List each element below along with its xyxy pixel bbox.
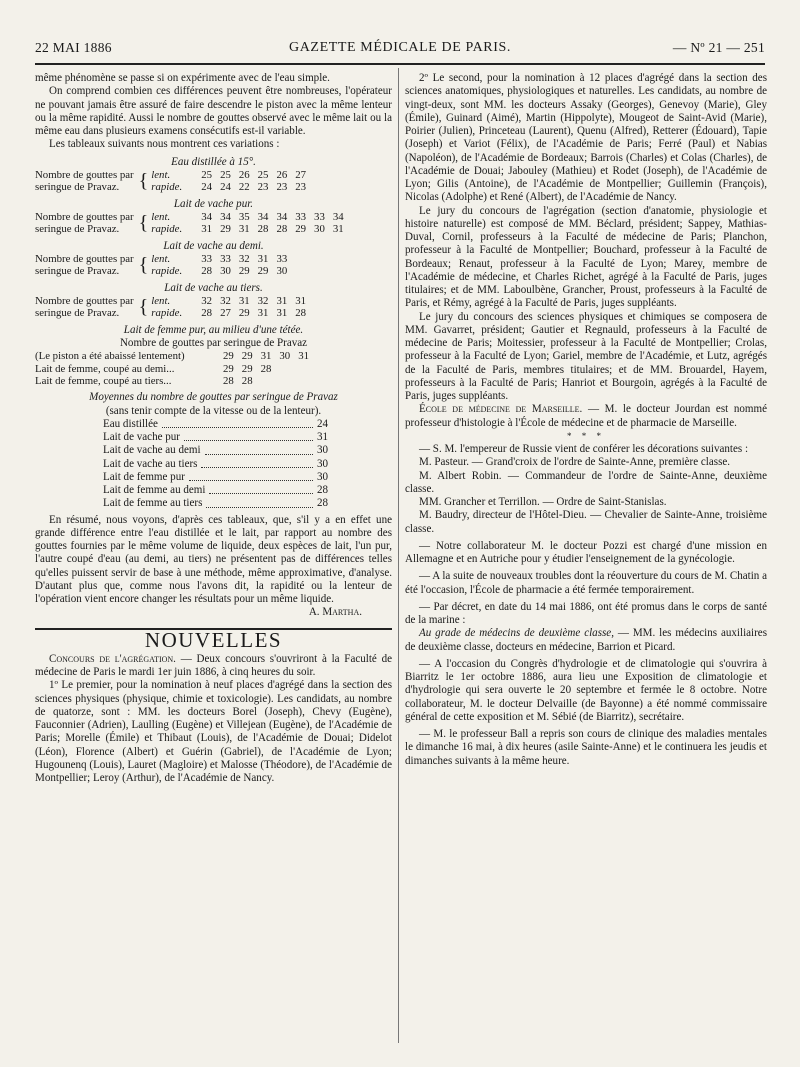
drop-count: 25 [220, 168, 231, 181]
paragraph: — A la suite de nouveaux troubles dont la réouverture du cours de M. Chatin a été l'occasion, l'École de pharmacie a été fermée temporairement. [405, 570, 767, 596]
rate-label: rapide. [151, 181, 183, 194]
page-header [35, 40, 765, 62]
paragraph: 2º Le second, pour la nomination à 12 places d'agrégé dans la section des sciences anatomiques, physiologiques et naturelles. Les candidats, au nombre de vingt-deux, sont MM. les docteurs Assaky (Georges), Genevoy (Marie), Gley (Émile), Guinard (Aimé), Martin (Hippolyte), Mougeot de Saint-Avid (Marie), Poirier (Julien), Princeteau (Laurent), Quenu (Alfred), Retterer (Édouard), Tapie (Joseph) et Variot (Félix), de l'Académie de Paris; Ferré (Paul) et Nabias (Napoléon), de l'Académie de Bordeaux; Barrois (Charles) et Colas (Charles), de l'Académie de Douai; Jabouley (Mathieu) et Rodet (Joseph), de l'Académie de Lyon; Gilis (Antoine), de l'Académie de Montpellier; Guillemin (François), Nicolas (Adolphe) et René (Albert), de l'Académie de Nancy. [405, 72, 767, 204]
news-heading: École de médecine de Marseille. [419, 403, 583, 416]
rate-label: rapide. [151, 307, 183, 320]
drop-count: 23 [257, 181, 269, 194]
rate-label: lent. [151, 210, 171, 223]
brace: { [138, 296, 149, 319]
drop-count: 25 [201, 168, 213, 181]
drop-count: 29 [223, 362, 234, 375]
drop-count: 29 [241, 350, 253, 363]
page-number: — Nº 21 — 251 [672, 40, 765, 55]
drop-count: 23 [295, 181, 307, 194]
average-label: Eau distillée [103, 417, 158, 430]
paragraph: On comprend combien ces différences peuvent être nombreuses, l'opérateur ne pouvant jamais être assuré de faire descendre le piston avec la même lenteur ou la même rapidité. Aussi le nombre de gouttes observé avec le même lait ou la même eau dans plusieurs examens consécutifs est-il variable. [35, 85, 392, 137]
drop-count: 30 [220, 265, 231, 278]
average-label: Lait de femme au demi [103, 484, 206, 497]
table-title: Lait de vache au demi. [163, 239, 264, 252]
paragraph: Le jury du concours des sciences physiques et chimiques se composera de MM. Gavarret, président; Gautier et Regnauld, professeurs à la Faculté de médecine de Paris; Moitessier, professeur à la Faculté de Montpellier; Crolas, professeur à la Faculté de Lyon; Gariel, membre de l'Académie, et Lutz, agrégés de la Faculté de Paris, membres titulaires; et de MM. Brouardel, Hayem, professeurs à la Faculté de Paris; Hanriot et Bourgoin, agrégés à la Faculté de Paris, juges suppléants. [405, 310, 767, 402]
drops-table [35, 350, 309, 387]
drop-count: 35 [238, 210, 250, 223]
drop-count: 28 [257, 223, 269, 236]
averages-title: Moyennes du nombre de gouttes par seringue de Pravaz [89, 391, 338, 404]
drop-count: 27 [295, 168, 307, 181]
news-item: 1º Le premier, pour la nomination à neuf places d'agrégé dans la section des sciences physiques (physique, chimie et toxicologie). Les candidats, au nombre de quatorze, sont : MM. les docteurs Borel (Joseph), Chevy (Eugène), Fauconnier (Adrien), Laulling (Eugène) et Villejean (Eugène), de l'Académie de Paris; Morelle (Émile) et Thibaut (Louis), de l'Académie de Douai; Didelot (Léon), Florence (Albert) et Guérin (Gabriel), de l'Académie de Lyon; Hugounenq (Louis), Lauret (Magloire) et Malosse (Théodore), de l'Académie de Montpellier; Leroy (Arthur), de l'Académie de Nancy. [35, 679, 392, 785]
news-heading: Concours de l'agrégation. [49, 652, 176, 665]
paragraph: MM. Grancher et Terrillon. — Ordre de Saint-Stanislas. [419, 496, 667, 508]
average-row [103, 418, 328, 431]
row-label: Nombre de gouttes par [35, 210, 134, 223]
average-row [103, 444, 328, 457]
drops-table [35, 169, 306, 194]
average-label: Lait de femme pur [103, 470, 185, 483]
paragraph: — S. M. l'empereur de Russie vient de conférer les décorations suivantes : [419, 443, 749, 455]
average-row [103, 458, 328, 471]
paragraph: même phénomène se passe si on expérimente avec de l'eau simple. [35, 72, 330, 84]
drops-table [35, 253, 287, 278]
drop-count: 34 [276, 210, 288, 223]
column-divider [398, 68, 399, 1043]
news-item: École de médecine de Marseille. — M. le docteur Jourdan est nommé professeur d'histologie à l'École de médecine et de pharmacie de Marseille. [405, 403, 767, 429]
drop-count: 24 [201, 181, 213, 194]
right-column [405, 72, 767, 768]
paragraph: — A l'occasion du Congrès d'hydrologie et de climatologie qui s'ouvrira à Biarritz le 1er octobre 1886, aura lieu une Exposition de climatologie et d'hydrologie qui sera ouverte le 20 septembre et fermée le 8 octobre. Notre collaborateur, M. le docteur Delvaille (de Bayonne) a été nommé commissaire général de cette exposition et M. Sébié (de Biarritz), secrétaire. [405, 657, 767, 723]
drop-count: 28 [276, 223, 288, 236]
paragraph: — M. le professeur Ball a repris son cours de clinique des maladies mentales le dimanche 16 mai, à dix heures (asile Sainte-Anne) et le continuera les jeudis et dimanches suivants à la même heure. [405, 728, 767, 767]
average-row [103, 431, 328, 444]
average-value: 30 [316, 444, 328, 457]
row-label: (Le piston a été abaissé lentement) [35, 350, 185, 363]
drop-count: 22 [238, 181, 250, 194]
brace: { [138, 169, 149, 192]
paragraph: M. Baudry, directeur de l'Hôtel-Dieu. — Chevalier de Sainte-Anne, troisième classe. [405, 509, 767, 535]
drop-count: 29 [238, 307, 250, 320]
row-label: Nombre de gouttes par [35, 168, 134, 181]
row-label: Lait de femme, coupé au demi... [35, 362, 175, 375]
row-label: Nombre de gouttes par [35, 252, 134, 265]
drop-count: 32 [238, 252, 250, 265]
signature: A. Martha. [308, 606, 362, 619]
drop-count: 31 [276, 307, 288, 320]
average-value: 30 [316, 457, 328, 470]
news-item: Concours de l'agrégation. — Deux concours s'ouvriront à la Faculté de médecine de Paris le mardi 1er juin 1886, à cinq heures du soir. [35, 652, 392, 679]
drops-table [35, 295, 306, 320]
drop-count: 33 [295, 210, 307, 223]
paragraph: Au grade de médecins de deuxième classe, — MM. les médecins auxiliaires de deuxième classe, docteurs en médecine, Barrion et Picard. [405, 627, 767, 653]
drop-count: 28 [295, 307, 307, 320]
section-title: NOUVELLES [144, 627, 283, 652]
drop-count: 31 [298, 350, 309, 363]
drop-count: 27 [220, 307, 231, 320]
drop-count: 30 [276, 265, 288, 278]
rate-label: rapide. [151, 265, 183, 278]
drop-count: 23 [276, 181, 288, 194]
drop-count: 32 [201, 294, 213, 307]
drop-count: 31 [332, 223, 344, 236]
drop-count: 31 [201, 223, 213, 236]
journal-title: GAZETTE MÉDICALE DE PARIS. [289, 40, 511, 55]
drop-count: 26 [276, 168, 288, 181]
drops-table [35, 211, 344, 236]
paragraph: — Notre collaborateur M. le docteur Pozzi est chargé d'une mission en Allemagne et en Autriche pour y étudier l'enseignement de la gynécologie. [405, 539, 767, 565]
rate-label: lent. [151, 294, 171, 307]
drop-count: 31 [257, 252, 269, 265]
asterism: * * * [567, 430, 605, 441]
drop-count: 31 [257, 307, 269, 320]
average-row [103, 497, 328, 510]
drop-count: 32 [220, 294, 231, 307]
paragraph: Le jury du concours de l'agrégation (section d'anatomie, physiologie et histoire naturelle) est composé de MM. Béclard, président; Sappey, Mathias-Duval, Cornil, professeurs à la Faculté de médecine de Paris; Planchon, professeur à la Faculté de Montpellier; Bouchard, professeur à la Faculté de Bordeaux; Renaut, professeur à la Faculté de Lyon; Marey, membre de l'Académie de médecine, et Charles Richet, agrégé à la Faculté de Paris, juges titulaires; et de MM. Laboulbène, Grancher, Proust, professeurs à la Faculté de Paris, et Rémy, agrégé à la Faculté de Paris, juges suppléants. [405, 204, 767, 310]
average-value: 28 [316, 497, 328, 510]
header-rule [35, 63, 765, 65]
drop-count: 28 [223, 375, 234, 388]
row-label: seringue de Pravaz. [35, 223, 120, 236]
drop-count: 25 [257, 168, 269, 181]
row-label: Nombre de gouttes par [35, 294, 134, 307]
average-row [103, 471, 328, 484]
header-date: 22 MAI 1886 [35, 40, 112, 55]
drop-count: 28 [260, 362, 272, 375]
row-label: seringue de Pravaz. [35, 265, 120, 278]
row-label: Lait de femme, coupé au tiers... [35, 375, 172, 388]
average-value: 24 [316, 417, 328, 430]
table-title: Lait de femme pur, au milieu d'une tétée. [123, 323, 304, 336]
drop-count: 28 [241, 375, 253, 388]
rate-label: rapide. [151, 223, 183, 236]
average-row [103, 484, 328, 497]
drop-count: 24 [220, 181, 231, 194]
average-label: Lait de vache au tiers [103, 457, 198, 470]
table-title: Lait de vache pur. [173, 197, 254, 210]
left-column [35, 72, 392, 785]
table-title: Eau distillée à 15°. [171, 155, 256, 168]
drop-count: 33 [276, 252, 288, 265]
drop-count: 29 [223, 350, 234, 363]
average-label: Lait de femme au tiers [103, 497, 203, 510]
row-label: seringue de Pravaz. [35, 181, 120, 194]
drop-count: 33 [220, 252, 231, 265]
average-label: Lait de vache pur [103, 431, 180, 444]
drop-count: 31 [260, 350, 272, 363]
drop-count: 31 [238, 294, 250, 307]
drop-count: 33 [314, 210, 325, 223]
drop-count: 33 [201, 252, 213, 265]
drop-count: 34 [257, 210, 269, 223]
table-title: Lait de vache au tiers. [164, 281, 263, 294]
drop-count: 28 [201, 307, 213, 320]
averages-subtitle: (sans tenir compte de la vitesse ou de la lenteur). [105, 404, 322, 417]
drop-count: 30 [279, 350, 291, 363]
drop-count: 30 [314, 223, 325, 236]
brace: { [138, 212, 149, 235]
paragraph: En résumé, nous voyons, d'après ces tableaux, que, s'il y a en effet une grande différence entre l'eau distillée et le lait, par rapport au nombre des gouttes fournies par le même volume de liquide, deux espèces de lait, l'un pur, l'autre coupé d'eau (au demi, au tiers) ne présentent pas de différences telles qu'elles puissent servir de base à une méthode, même approximative, d'analyse. D'autant plus que, comme nous l'avons dit, la rapidité ou la lenteur de l'opération vient encore changer les résultats pour un même liquide. [35, 513, 392, 606]
rate-label: lent. [151, 252, 171, 265]
average-value: 28 [316, 484, 328, 497]
paragraph: M. Pasteur. — Grand'croix de l'ordre de Sainte-Anne, première classe. [419, 456, 731, 469]
drop-count: 29 [238, 265, 250, 278]
drop-count: 29 [295, 223, 307, 236]
drop-count: 29 [257, 265, 269, 278]
drop-count: 31 [295, 294, 307, 307]
rate-label: lent. [151, 168, 171, 181]
drop-count: 34 [332, 210, 344, 223]
average-value: 31 [316, 431, 328, 444]
drop-count: 29 [241, 362, 253, 375]
paragraph: M. Albert Robin. — Commandeur de l'ordre de Sainte-Anne, deuxième classe. [405, 469, 767, 495]
brace: { [138, 254, 149, 277]
drop-count: 28 [201, 265, 213, 278]
paragraph: Les tableaux suivants nous montrent ces variations : [49, 138, 280, 151]
average-value: 30 [316, 470, 328, 483]
drop-count: 34 [220, 210, 231, 223]
table-header: Nombre de gouttes par seringue de Pravaz [119, 337, 308, 349]
drop-count: 31 [238, 223, 250, 236]
paragraph: — Par décret, en date du 14 mai 1886, ont été promus dans le corps de santé de la marine : [405, 600, 767, 626]
averages-list [35, 418, 392, 511]
drop-count: 31 [276, 294, 288, 307]
drop-count: 34 [201, 210, 213, 223]
drop-count: 32 [257, 294, 269, 307]
row-label: seringue de Pravaz. [35, 307, 120, 320]
drop-count: 26 [238, 168, 250, 181]
drop-count: 29 [220, 223, 231, 236]
average-label: Lait de vache au demi [103, 444, 201, 457]
